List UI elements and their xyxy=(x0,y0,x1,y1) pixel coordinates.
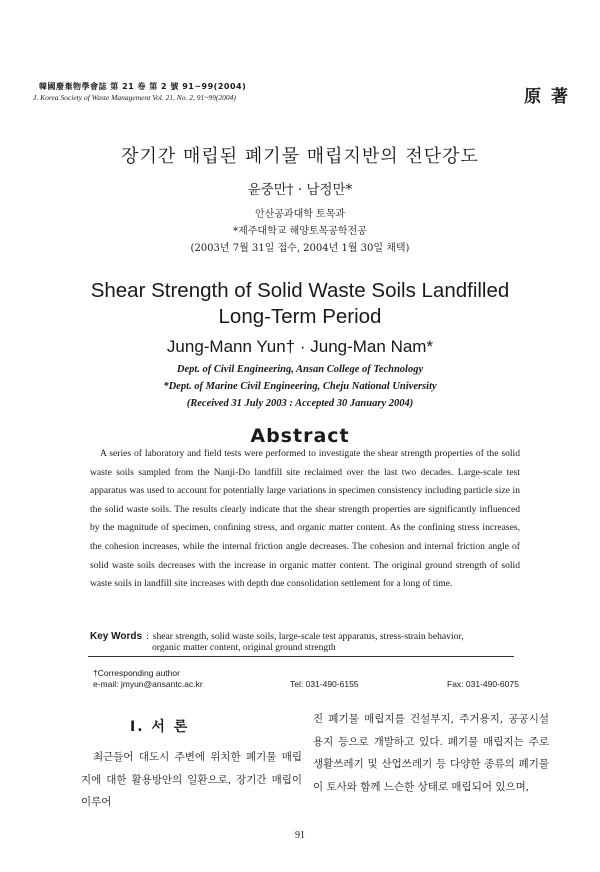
title-english xyxy=(0,278,600,330)
authors-english: Jung-Mann Yun† · Jung-Man Nam* xyxy=(166,337,434,356)
footnote-corresponding: †Corresponding author xyxy=(93,668,180,678)
keywords-label: Key Words xyxy=(90,631,143,642)
received-date-korean: (2003년 7월 31일 접수, 2004년 1월 30일 채택) xyxy=(190,243,410,254)
body-column-right: 진 폐기물 매립지를 건설부지, 주거용지, 공공시설용지 등으로 개발하고 있다. 폐기물 매립지는 주로 생활쓰레기 및 산업쓰레기 등 다양한 종류의 폐기물이 토사와 함께 느슨한 상태로 매립되어 있으며, xyxy=(313,713,549,793)
keywords-colon: : xyxy=(146,631,149,642)
body-column-left: 최근들어 대도시 주변에 위치한 폐기물 매립지에 대한 활용방안의 일환으로, 장기간 매립이 이루어 xyxy=(81,751,302,808)
journal-header-korean: 韓國廢棄物學會誌 第 21 卷 第 2 號 91~99(2004) xyxy=(39,82,247,91)
affiliation-english-1: Dept. of Civil Engineering, Ansan College of Technology xyxy=(176,364,424,375)
footnote-email: e-mail: jmyun@ansantc.ac.kr xyxy=(93,679,203,689)
title-korean: 장기간 매립된 폐기물 매립지반의 전단강도 xyxy=(121,146,479,167)
keywords-line-2: organic matter content, original ground strength xyxy=(152,642,336,653)
affiliation-english-2: *Dept. of Marine Civil Engineering, Cheju National University xyxy=(163,381,437,392)
abstract-text: A series of laboratory and field tests were performed to investigate the shear strength properties of the solid waste soils sampled from the Nanji-Do landfill site reclaimed over the last two decades. Large-scale test apparatus was used to account for potentially large variations in specimen consistency including particle size in the solid waste soils. The results clearly indicate that the shear strength properties are significantly influenced by the magnitude of specimen, confining stress, and organic matter content. As the confining stress increases, the cohesion increases, while the internal friction angle decreases. The cohesion and internal friction angle of solid waste soils decreases with the increase in organic matter content. The original ground strength of solid waste soils in landfill site increases with depth due consolidation settlement for a long of time. xyxy=(90,448,520,590)
authors-korean: 윤중만† · 남정만* xyxy=(247,182,353,198)
abstract-heading: Abstract xyxy=(250,425,350,447)
footnote-tel: Tel: 031-490-6155 xyxy=(290,679,359,689)
affiliation-korean-1: 안산공과대학 토목과 xyxy=(254,209,346,220)
title-english-line-2: Long-Term Period xyxy=(218,305,382,328)
footnote-divider xyxy=(88,656,514,657)
received-date-english: (Received 31 July 2003 : Accepted 30 January 2004) xyxy=(186,398,414,409)
article-type-label: 原 著 xyxy=(524,87,570,107)
journal-header-english: J. Korea Society of Waste Management Vol. 21, No. 2, 91~99(2004) xyxy=(33,93,236,102)
keywords-line-1: shear strength, solid waste soils, large-scale test apparatus, stress-strain behavior, xyxy=(152,631,464,642)
title-english-line-1: Shear Strength of Solid Waste Soils Landfilled xyxy=(90,279,510,302)
section-heading-introduction: Ⅰ. 서 론 xyxy=(130,719,190,735)
footnote-fax: Fax: 031-490-6075 xyxy=(447,679,519,689)
keywords xyxy=(90,631,530,653)
affiliation-korean-2: *제주대학교 해양토목공학전공 xyxy=(233,226,367,237)
page-number: 91 xyxy=(295,830,305,841)
abstract-body xyxy=(90,445,520,594)
